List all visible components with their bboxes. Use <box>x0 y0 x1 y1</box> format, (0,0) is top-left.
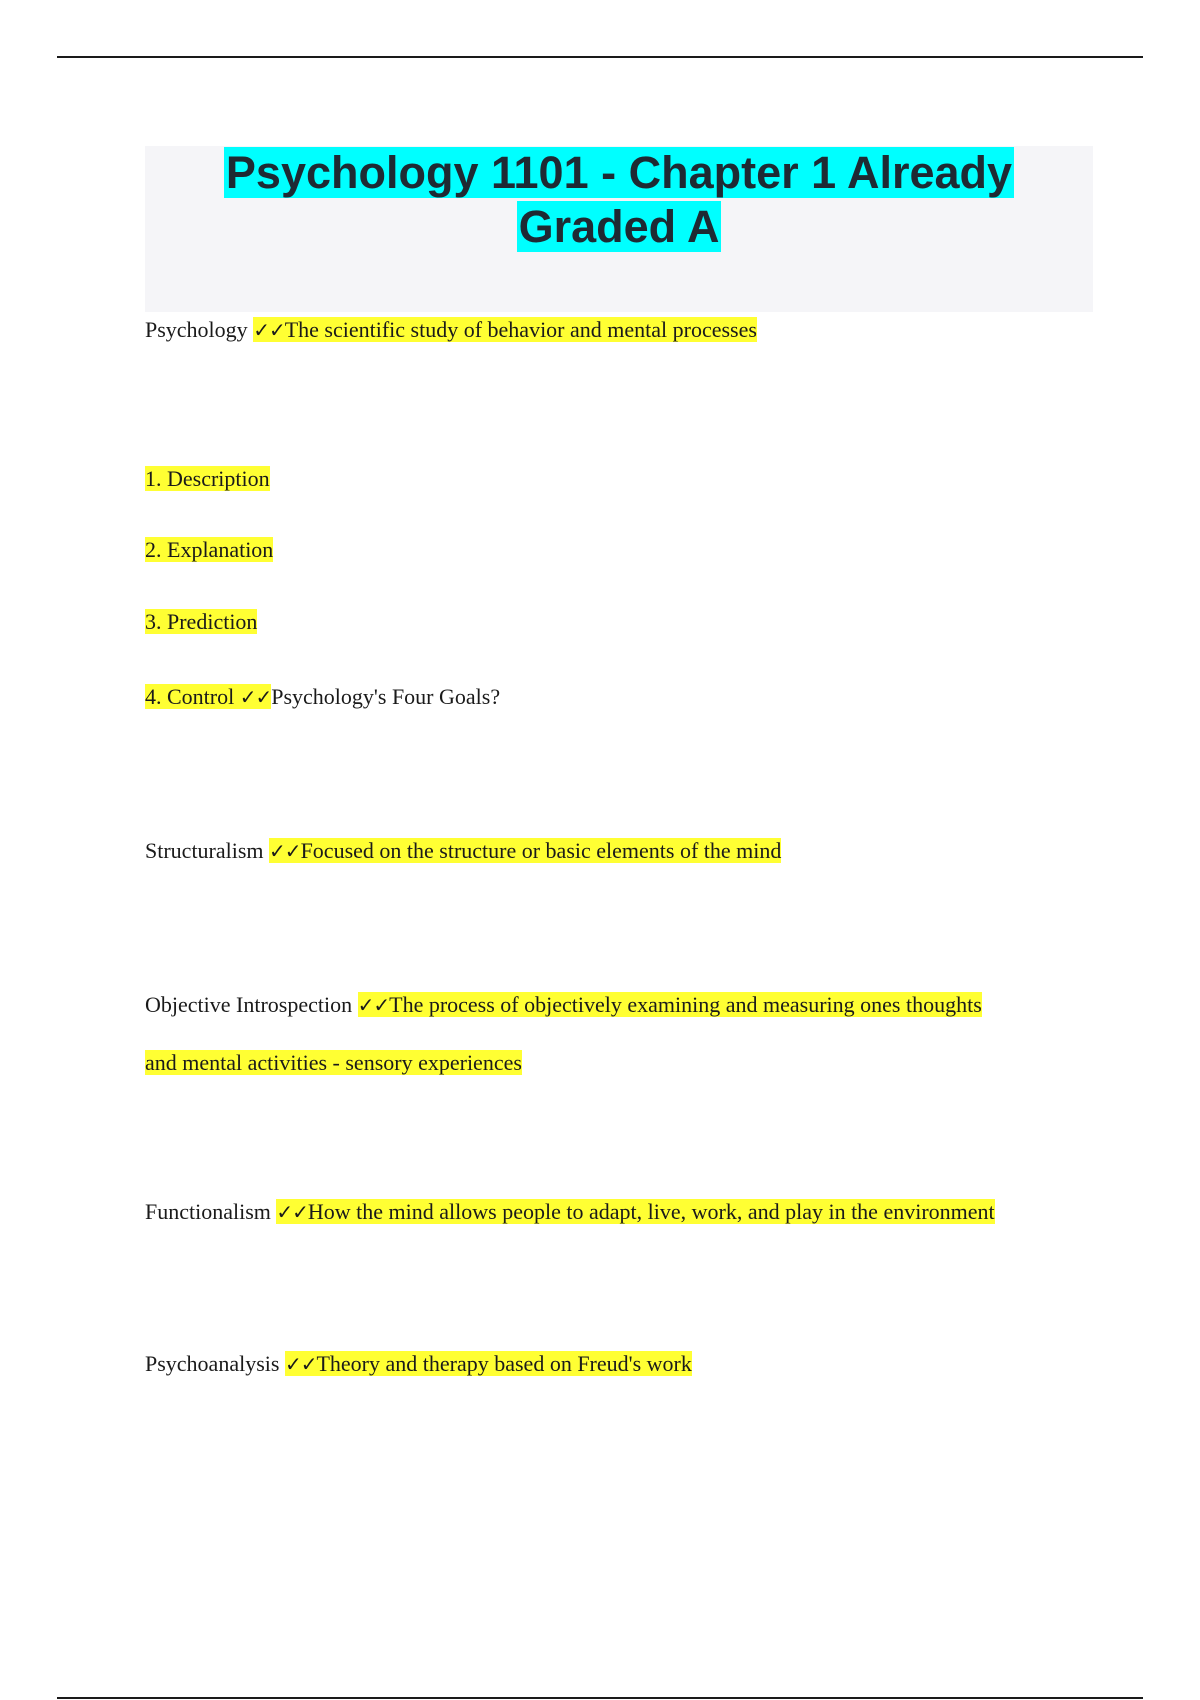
goal-item-3 <box>145 607 257 637</box>
double-check-icon: ✓✓ <box>253 318 285 342</box>
goals-question: Psychology's Four Goals? <box>271 684 501 709</box>
goal-item-2 <box>145 535 273 565</box>
definition: Theory and therapy based on Freud's work <box>316 1351 692 1376</box>
double-check-icon: ✓✓ <box>357 993 390 1017</box>
entry-psychology <box>145 315 757 345</box>
double-check-icon: ✓✓ <box>276 1200 308 1224</box>
entry-psychoanalysis <box>145 1349 692 1379</box>
goal-item-4 <box>145 682 500 712</box>
document-title <box>145 146 1093 254</box>
definition-highlight <box>269 838 781 863</box>
definition: Focused on the structure or basic elements of the mind <box>300 838 782 863</box>
entry-objective-introspection <box>145 990 982 1020</box>
definition-highlight <box>276 1199 994 1224</box>
term: Psychology <box>145 317 254 342</box>
definition: The scientific study of behavior and mental processes <box>284 317 757 342</box>
double-check-icon: ✓✓ <box>239 685 272 709</box>
definition-highlight <box>253 317 757 342</box>
goal-text: 1. Description <box>145 466 270 491</box>
goal-item-1 <box>145 464 270 494</box>
footer-rule <box>57 1697 1143 1699</box>
definition: The process of objectively examining and measuring ones thoughts <box>389 992 982 1017</box>
definition-continued: and mental activities - sensory experiences <box>145 1050 522 1075</box>
term: Structuralism <box>145 838 270 863</box>
entry-functionalism <box>145 1197 995 1227</box>
term: Objective Introspection <box>145 992 358 1017</box>
definition-highlight <box>358 992 982 1017</box>
definition: How the mind allows people to adapt, live, work, and play in the environment <box>307 1199 995 1224</box>
term: Psychoanalysis <box>145 1351 285 1376</box>
entry-objective-introspection-cont <box>145 1048 522 1078</box>
term: Functionalism <box>145 1199 277 1224</box>
goal-text: 2. Explanation <box>145 537 274 562</box>
double-check-icon: ✓✓ <box>269 839 301 863</box>
title-block <box>145 146 1093 312</box>
double-check-icon: ✓✓ <box>284 1352 317 1376</box>
title-line-1: Psychology 1101 - Chapter 1 Already <box>225 147 1013 198</box>
definition-highlight <box>285 1351 692 1376</box>
header-rule <box>57 56 1143 58</box>
goal-text: 4. Control <box>145 684 240 709</box>
goal-highlight <box>145 684 271 709</box>
title-line-2: Graded A <box>518 201 720 252</box>
goal-text: 3. Prediction <box>145 609 258 634</box>
entry-structuralism <box>145 836 781 866</box>
